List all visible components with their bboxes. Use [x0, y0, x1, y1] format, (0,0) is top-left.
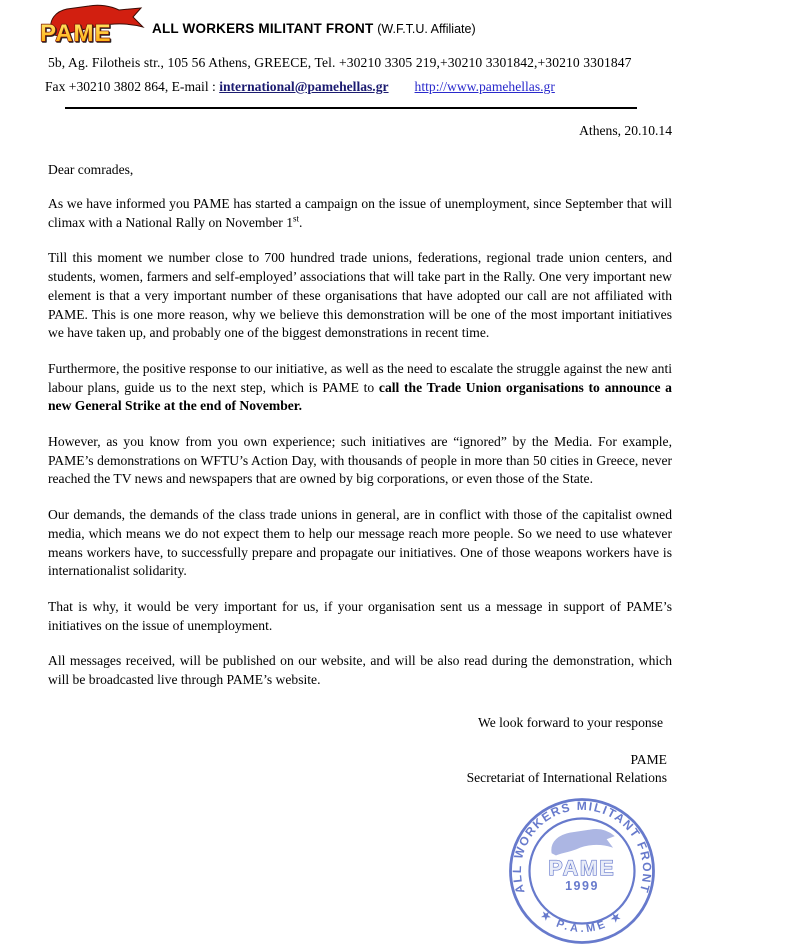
paragraph-run: All messages received, will be published on our website, and will be also read during the demonstration, which will be broadcasted live through PAME’s website.	[48, 653, 672, 688]
closing-line: We look forward to your response	[477, 714, 663, 730]
paragraph-run: That is why, it would be very important for us, if your organisation sent us a message in support of PAME’s initiatives on the issue of unemployment.	[48, 598, 672, 633]
paragraph-run: st	[293, 213, 300, 224]
paragraph-run: Our demands, the demands of the class trade unions in general, are in conflict with those of the capitalist owned media, which means we do not expect them to help our message reach more people. So we need to use whatever means workers have, to successfully prepare and propagate our initiatives. One of those weapons workers have is internationalist solidarity.	[48, 507, 672, 579]
letter-body	[48, 195, 672, 690]
paragraph	[48, 195, 672, 232]
stamp-center-pame: PAME	[548, 857, 616, 880]
fax-email-line	[45, 79, 800, 95]
address-line: 5b, Ag. Filotheis str., 105 56 Athens, GREECE, Tel. +30210 3305 219,+30210 3301842,+30210 3301847	[48, 55, 632, 70]
dateline: Athens, 20.10.14	[579, 123, 672, 138]
salutation: Dear comrades,	[48, 162, 134, 177]
signature-dept: Secretariat of International Relations	[466, 770, 667, 786]
stamp-flag-icon	[552, 829, 614, 855]
pame-flag-logo	[36, 5, 150, 47]
org-affiliation: (W.F.T.U. Affiliate)	[377, 21, 476, 36]
stamp-arc-top-text: ALL WORKERS MILITANT FRONT	[509, 798, 655, 896]
signature-org: PAME	[630, 751, 667, 767]
signature-block	[0, 751, 667, 788]
email-link[interactable]: international@pamehellas.gr	[219, 79, 389, 94]
fax-label: Fax +30210 3802 864, E-mail :	[45, 79, 220, 94]
paragraph	[48, 433, 672, 489]
paragraph-run: Till this moment we number close to 700 hundred trade unions, federations, regional trade union centers, and students, women, farmers and self-employed’ associations that will take part in the Rally. One very important new element is that a very important number of these organisations that have adopted our call are not affiliated with PAME. This is one more reason, why we believe this demonstration will be one of the most important initiatives we have taken up, and probably one of the biggest demonstrations in recent time.	[48, 250, 672, 341]
paragraph-run: .	[299, 214, 303, 230]
stamp-arc-bottom-text: ★ P.A.ME ★	[538, 908, 626, 936]
logo-pame-letters: PAME	[40, 20, 112, 47]
letterhead	[0, 0, 800, 48]
paragraph-run: call the Trade Union organisations to announce a new General Strike at the end of November.	[48, 379, 672, 414]
header-divider	[65, 107, 637, 109]
stamp-year: 1999	[565, 879, 599, 893]
paragraph	[48, 598, 672, 635]
paragraph	[48, 506, 672, 581]
org-name: ALL WORKERS MILITANT FRONT	[152, 20, 374, 36]
paragraph-run: As we have informed you PAME has started a campaign on the issue of unemployment, since September that will climax with a National Rally on November 1	[48, 196, 672, 230]
org-title-line	[152, 21, 476, 36]
pame-round-stamp	[502, 791, 662, 951]
paragraph-run: However, as you know from you own experience; such initiatives are “ignored” by the Media. For example, PAME’s demonstrations on WFTU’s Action Day, with thousands of people in more than 50 cities in Greece, never reached the TV news and newspapers that are owned by big corporations, or even those of the State.	[48, 434, 672, 487]
website-link[interactable]: http://www.pamehellas.gr	[414, 79, 555, 94]
paragraph-run: Furthermore, the positive response to our initiative, as well as the need to escalate the struggle against the new anti labour plans, guide us to the next step, which is PAME to	[48, 360, 672, 395]
paragraph	[48, 360, 672, 416]
paragraph	[48, 652, 672, 689]
paragraph	[48, 249, 672, 343]
